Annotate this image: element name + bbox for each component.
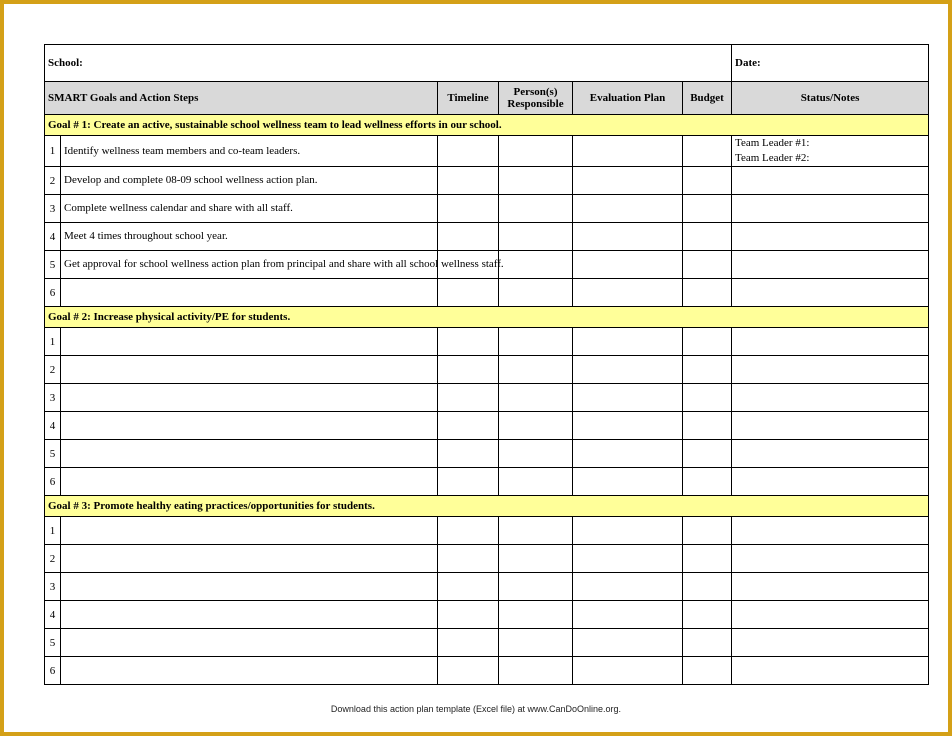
evaluation-cell[interactable]: [573, 657, 683, 685]
step-number: 2: [45, 545, 61, 573]
action-step-row: [45, 195, 929, 223]
step-text[interactable]: [61, 517, 438, 545]
evaluation-cell[interactable]: [573, 195, 683, 223]
action-step-row: [45, 517, 929, 545]
timeline-cell[interactable]: [438, 195, 499, 223]
persons-cell[interactable]: [499, 251, 573, 279]
budget-cell[interactable]: [683, 251, 732, 279]
timeline-cell[interactable]: [438, 440, 499, 468]
budget-cell[interactable]: [683, 545, 732, 573]
timeline-cell[interactable]: [438, 517, 499, 545]
action-step-row: [45, 223, 929, 251]
column-header-budget: Budget: [683, 82, 732, 115]
timeline-cell[interactable]: [438, 601, 499, 629]
step-text[interactable]: [61, 328, 438, 356]
budget-cell[interactable]: [683, 629, 732, 657]
action-step-row: [45, 412, 929, 440]
action-step-row: [45, 328, 929, 356]
goal-title: Goal # 3: Promote healthy eating practices/opportunities for students.: [45, 496, 929, 517]
step-text[interactable]: [61, 412, 438, 440]
step-number: 6: [45, 657, 61, 685]
timeline-cell[interactable]: [438, 136, 499, 167]
budget-cell[interactable]: [683, 356, 732, 384]
status-cell[interactable]: [732, 279, 929, 307]
action-step-row: [45, 440, 929, 468]
step-text[interactable]: [61, 629, 438, 657]
persons-cell[interactable]: [499, 279, 573, 307]
persons-cell[interactable]: [499, 468, 573, 496]
budget-cell[interactable]: [683, 136, 732, 167]
evaluation-cell[interactable]: [573, 356, 683, 384]
step-text[interactable]: [61, 657, 438, 685]
evaluation-cell[interactable]: [573, 223, 683, 251]
evaluation-cell[interactable]: [573, 573, 683, 601]
status-cell[interactable]: [732, 657, 929, 685]
step-number: 1: [45, 517, 61, 545]
goal-row: [45, 307, 929, 328]
status-cell[interactable]: [732, 328, 929, 356]
status-cell[interactable]: [732, 223, 929, 251]
step-number: 6: [45, 279, 61, 307]
evaluation-cell[interactable]: [573, 384, 683, 412]
step-text[interactable]: [61, 384, 438, 412]
budget-cell[interactable]: [683, 223, 732, 251]
step-text[interactable]: [61, 356, 438, 384]
action-step-row: [45, 251, 929, 279]
step-number: 5: [45, 440, 61, 468]
timeline-cell[interactable]: [438, 167, 499, 195]
status-cell[interactable]: [732, 195, 929, 223]
status-cell[interactable]: [732, 601, 929, 629]
footer-note: Download this action plan template (Excel file) at www.CanDoOnline.org.: [330, 704, 622, 714]
goal-row: [45, 496, 929, 517]
date-label: Date:: [735, 57, 761, 69]
budget-cell[interactable]: [683, 279, 732, 307]
budget-cell[interactable]: [683, 384, 732, 412]
status-note: Team Leader #1:: [735, 137, 810, 149]
action-step-row: [45, 657, 929, 685]
column-header-evaluation: Evaluation Plan: [573, 82, 683, 115]
school-label: School:: [48, 57, 83, 69]
budget-cell[interactable]: [683, 657, 732, 685]
step-text[interactable]: [61, 545, 438, 573]
budget-cell[interactable]: [683, 328, 732, 356]
persons-cell[interactable]: [499, 440, 573, 468]
step-text[interactable]: Identify wellness team members and co-team leaders.: [61, 136, 438, 167]
status-cell[interactable]: [732, 440, 929, 468]
status-note: Team Leader #2:: [735, 152, 810, 164]
evaluation-cell[interactable]: [573, 517, 683, 545]
action-plan-table: [44, 44, 929, 685]
step-number: 4: [45, 223, 61, 251]
persons-cell[interactable]: [499, 195, 573, 223]
budget-cell[interactable]: [683, 195, 732, 223]
timeline-cell[interactable]: [438, 384, 499, 412]
step-number: 3: [45, 384, 61, 412]
status-cell[interactable]: [732, 629, 929, 657]
timeline-cell[interactable]: [438, 545, 499, 573]
step-number: 2: [45, 356, 61, 384]
status-cell[interactable]: [732, 517, 929, 545]
budget-cell[interactable]: [683, 601, 732, 629]
school-field[interactable]: [45, 45, 732, 82]
evaluation-cell[interactable]: [573, 412, 683, 440]
persons-cell[interactable]: [499, 545, 573, 573]
step-number: 4: [45, 412, 61, 440]
status-cell[interactable]: [732, 573, 929, 601]
action-step-row: [45, 356, 929, 384]
budget-cell[interactable]: [683, 517, 732, 545]
school-date-row: [45, 45, 929, 82]
action-step-row: [45, 573, 929, 601]
persons-cell[interactable]: [499, 629, 573, 657]
action-step-row: [45, 167, 929, 195]
action-step-row: [45, 601, 929, 629]
timeline-cell[interactable]: [438, 468, 499, 496]
goal-title: Goal # 1: Create an active, sustainable school wellness team to lead wellness efforts in our school.: [45, 115, 929, 136]
goal-title: Goal # 2: Increase physical activity/PE for students.: [45, 307, 929, 328]
timeline-cell[interactable]: [438, 412, 499, 440]
step-text[interactable]: Meet 4 times throughout school year.: [61, 223, 438, 251]
column-header-smart: SMART Goals and Action Steps: [45, 82, 438, 115]
evaluation-cell[interactable]: [573, 251, 683, 279]
step-text[interactable]: [61, 573, 438, 601]
step-text[interactable]: Get approval for school wellness action plan from principal and share with all school wellness staff.: [61, 251, 438, 279]
persons-cell[interactable]: [499, 657, 573, 685]
step-number: 6: [45, 468, 61, 496]
budget-cell[interactable]: [683, 412, 732, 440]
timeline-cell[interactable]: [438, 573, 499, 601]
action-step-row: [45, 384, 929, 412]
persons-cell[interactable]: [499, 573, 573, 601]
step-number: 1: [45, 136, 61, 167]
status-cell[interactable]: [732, 356, 929, 384]
action-step-row: [45, 136, 929, 167]
step-text[interactable]: [61, 601, 438, 629]
action-step-row: [45, 468, 929, 496]
step-number: 5: [45, 629, 61, 657]
evaluation-cell[interactable]: [573, 167, 683, 195]
evaluation-cell[interactable]: [573, 629, 683, 657]
goal-row: [45, 115, 929, 136]
budget-cell[interactable]: [683, 573, 732, 601]
step-number: 3: [45, 573, 61, 601]
evaluation-cell[interactable]: [573, 279, 683, 307]
evaluation-cell[interactable]: [573, 328, 683, 356]
step-number: 2: [45, 167, 61, 195]
persons-cell[interactable]: [499, 328, 573, 356]
persons-cell[interactable]: [499, 167, 573, 195]
step-number: 4: [45, 601, 61, 629]
status-cell[interactable]: [732, 412, 929, 440]
step-number: 3: [45, 195, 61, 223]
status-cell[interactable]: [732, 136, 929, 167]
persons-line1: Person(s): [513, 86, 558, 98]
persons-cell[interactable]: [499, 601, 573, 629]
date-field[interactable]: [732, 45, 929, 82]
step-text[interactable]: Develop and complete 08-09 school wellness action plan.: [61, 167, 438, 195]
timeline-cell[interactable]: [438, 279, 499, 307]
timeline-cell[interactable]: [438, 657, 499, 685]
evaluation-cell[interactable]: [573, 545, 683, 573]
step-text[interactable]: [61, 440, 438, 468]
column-header-persons: [499, 82, 573, 115]
column-header-timeline: Timeline: [438, 82, 499, 115]
status-cell[interactable]: [732, 468, 929, 496]
timeline-cell[interactable]: [438, 223, 499, 251]
persons-cell[interactable]: [499, 384, 573, 412]
evaluation-cell[interactable]: [573, 136, 683, 167]
persons-cell[interactable]: [499, 412, 573, 440]
persons-cell[interactable]: [499, 517, 573, 545]
step-text[interactable]: [61, 279, 438, 307]
status-cell[interactable]: [732, 251, 929, 279]
budget-cell[interactable]: [683, 468, 732, 496]
evaluation-cell[interactable]: [573, 440, 683, 468]
persons-cell[interactable]: [499, 136, 573, 167]
step-text[interactable]: [61, 468, 438, 496]
persons-line2: Responsible: [507, 98, 564, 110]
column-header-status: Status/Notes: [732, 82, 929, 115]
action-step-row: [45, 629, 929, 657]
status-cell[interactable]: [732, 545, 929, 573]
timeline-cell[interactable]: [438, 356, 499, 384]
timeline-cell[interactable]: [438, 629, 499, 657]
budget-cell[interactable]: [683, 440, 732, 468]
status-cell[interactable]: [732, 167, 929, 195]
timeline-cell[interactable]: [438, 328, 499, 356]
step-number: 1: [45, 328, 61, 356]
persons-cell[interactable]: [499, 356, 573, 384]
column-header-row: [45, 82, 929, 115]
evaluation-cell[interactable]: [573, 468, 683, 496]
action-step-row: [45, 279, 929, 307]
status-cell[interactable]: [732, 384, 929, 412]
budget-cell[interactable]: [683, 167, 732, 195]
step-number: 5: [45, 251, 61, 279]
step-text[interactable]: Complete wellness calendar and share with all staff.: [61, 195, 438, 223]
action-step-row: [45, 545, 929, 573]
persons-cell[interactable]: [499, 223, 573, 251]
evaluation-cell[interactable]: [573, 601, 683, 629]
